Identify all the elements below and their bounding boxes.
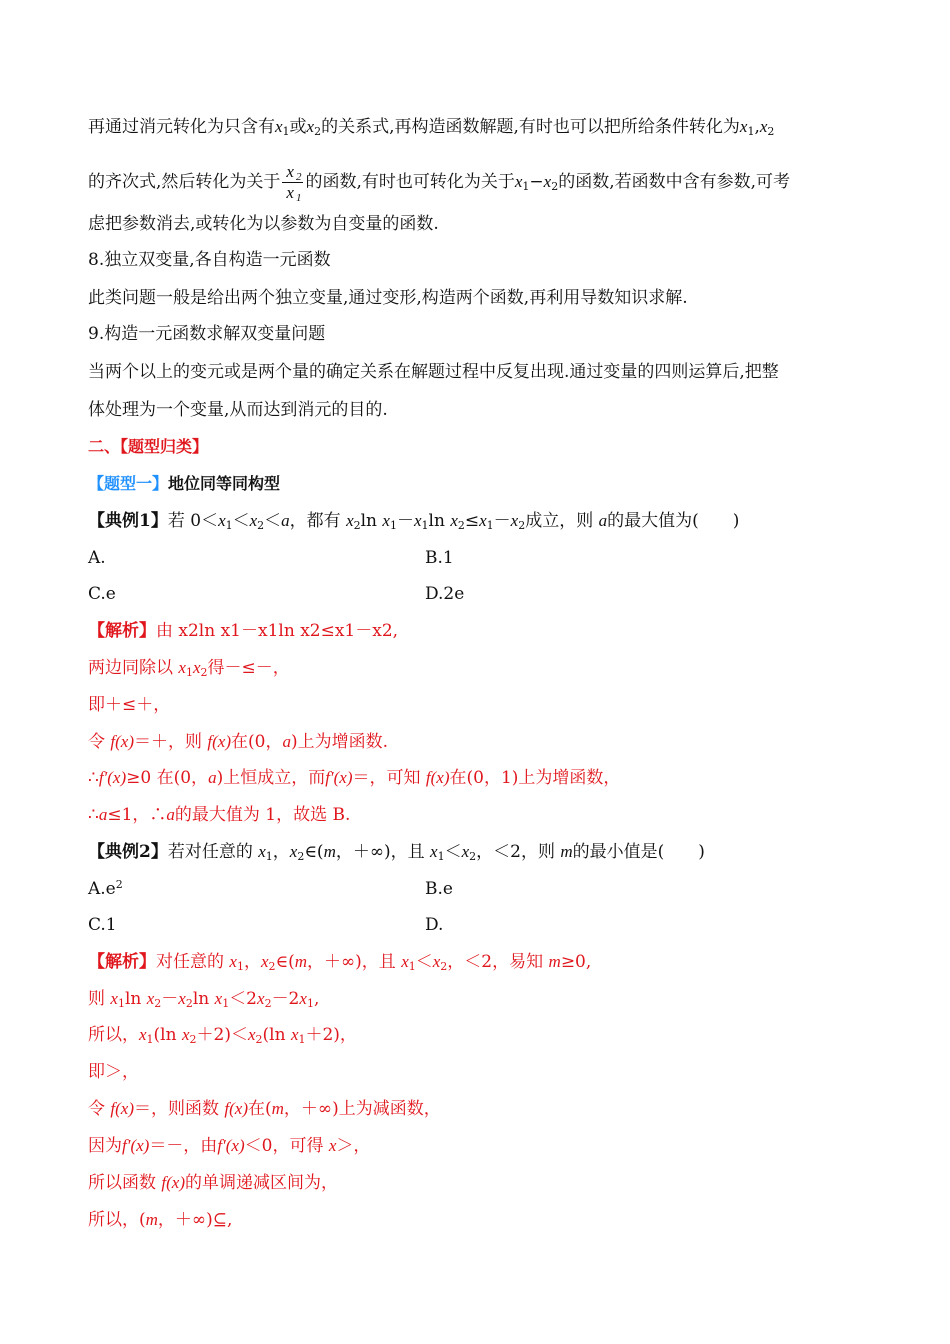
solution-2-line-7: 所以函数 f(x)的单调递减区间为， (88, 1173, 338, 1193)
section-8-body: 此类问题一般是给出两个独立变量,通过变形,构造两个函数,再利用导数知识求解. (88, 288, 688, 308)
example-2-tag: 【典例2】 (88, 842, 168, 862)
type-1-tag: 【题型一】 (88, 474, 169, 493)
solution-2-line-8: 所以，(m，＋∞)⊆, (88, 1210, 233, 1230)
solution-2-line-5: 令 f(x)＝，则函数 f(x)在(m，＋∞)上为减函数， (88, 1099, 441, 1119)
fraction-x2-over-x1: $\frac{x _2}{x _1}$ (282, 162, 303, 203)
solution-1-tag: 【解析】 (88, 621, 156, 641)
solution-1-line-6: ∴a≤1，∴a的最大值为 1，故选 B. (88, 805, 351, 825)
section-2-heading: 二、【题型归类】 (88, 437, 209, 456)
example-2-option-a: $A.e^2$ (88, 878, 123, 899)
section-9-body-1: 当两个以上的变元或是两个量的确定关系在解题过程中反复出现.通过变量的四则运算后,把整 (88, 362, 779, 382)
example-2-question: 【典例2】若对任意的 $x_1$，$x_2\in(m$，＋∞)，且 $x_1<x_2$，＜2，则 m的最小值是( ) (88, 842, 705, 863)
section-9-title: 9.构造一元函数求解双变量问题 (88, 324, 326, 344)
solution-1-line-1: 【解析】由 x2ln x1－x1ln x2≤x1－x2, (88, 621, 399, 641)
type-1-name: 地位同等同构型 (168, 474, 281, 493)
solution-2-line-2: 则 $x_1\ln$ $x_2-x_2\ln$ $x_1<2x_2-2x_1$, (88, 989, 320, 1010)
example-1-option-d: D.2e (425, 584, 465, 604)
example-1-tag: 【典例1】 (88, 511, 168, 531)
solution-2-line-3: 所以，$x_1(\ln$ $x_2+2)<x_2(\ln$ $x_1+2$)， (88, 1025, 357, 1046)
example-1-option-c: C.e (88, 584, 116, 604)
section-8-title: 8.独立双变量,各自构造一元函数 (88, 250, 331, 270)
solution-2-line-1: 【解析】对任意的 $x_1$，$x_2\in(m$，＋∞)，且 $x_1<x_2$，＜2，易知 m≥0, (88, 952, 592, 973)
solution-1-line-5: ∴f′(x)≥0 在(0，a)上恒成立，而f′(x)＝，可知 f(x)在(0，1)上为增函数， (88, 768, 621, 788)
paragraph-line-2: 的齐次式,然后转化为关于 $\frac{x _2}{x _1}$ 的函数,有时也可转化为关于$x_1-x_2$的函数,若函数中含有参数,可考 (88, 162, 791, 204)
section-9-body-2: 体处理为一个变量,从而达到消元的目的. (88, 400, 388, 420)
solution-1-line-3: 即＋≤＋， (88, 695, 171, 715)
solution-2-line-4: 即＞， (88, 1062, 139, 1082)
solution-1-line-2: 两边同除以 $x_1x_2$得－≤－， (88, 658, 290, 679)
example-1-option-a: A. (88, 548, 106, 568)
solution-2-line-6: 因为f′(x)＝－，由f′(x)＜0，可得 x＞， (88, 1136, 371, 1156)
solution-2-tag: 【解析】 (88, 952, 156, 972)
example-2-option-b: B.e (425, 879, 453, 899)
example-1-option-b: B.1 (425, 548, 454, 568)
type-1-heading (88, 471, 280, 497)
paragraph-line-3: 虑把参数消去,或转化为以参数为自变量的函数. (88, 214, 439, 234)
example-1-question: 【典例1】若 $0<x_1<x_2<a$，都有 $x_2\ln$ $x_1-x_1\ln$ $x_2\le x_1-x_2$成立，则 a的最大值为( ) (88, 511, 740, 532)
paragraph-line-1: 再通过消元转化为只含有$x_1$或$x_2$的关系式,再构造函数解题,有时也可以把所给条件转化为$x_1,x_2$ (88, 117, 775, 138)
example-2-option-d: D. (425, 915, 444, 935)
solution-1-line-4: 令 f(x)＝＋，则 f(x)在(0，a)上为增函数. (88, 732, 388, 752)
example-2-option-c: C.1 (88, 915, 117, 935)
